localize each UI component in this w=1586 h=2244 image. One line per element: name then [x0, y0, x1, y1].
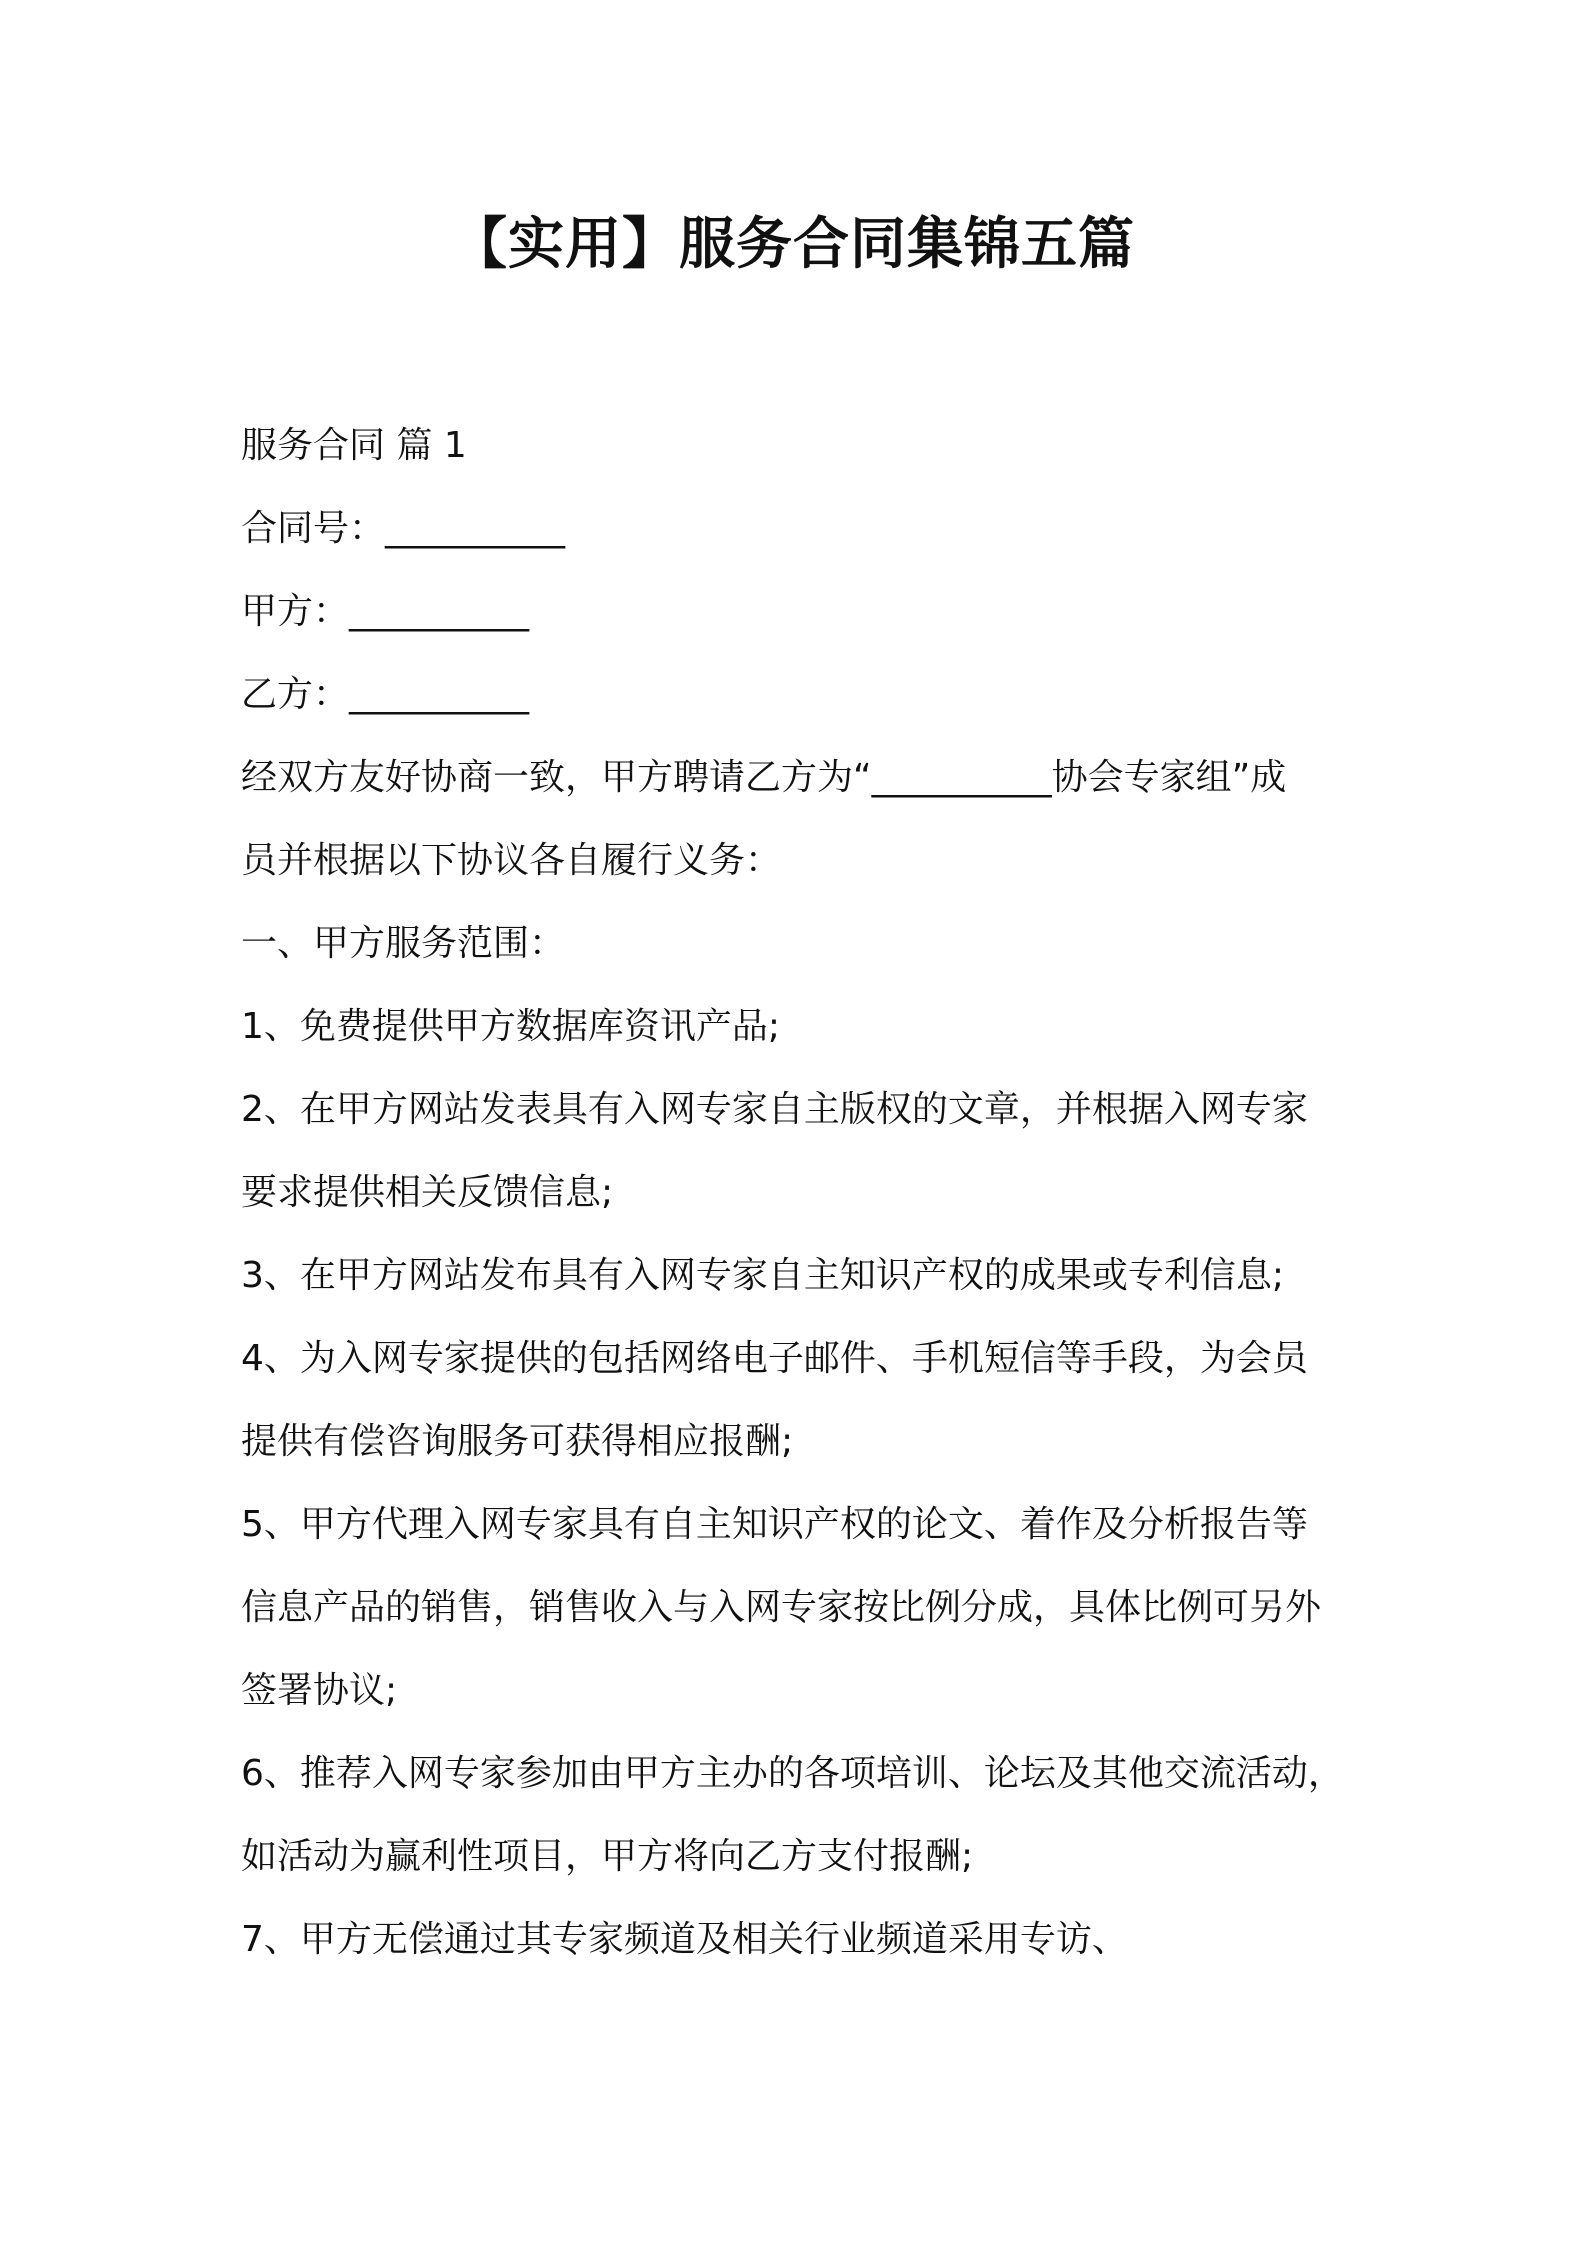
clause-item: 3、在甲方网站发布具有入网专家自主知识产权的成果或专利信息; — [241, 1255, 1285, 1296]
paragraph-line: 经双方友好协商一致，甲方聘请乙方为“__________协会专家组”成 — [241, 757, 1287, 798]
section-heading: 服务合同 篇 1 — [241, 425, 467, 466]
clause-heading: 一、甲方服务范围： — [241, 923, 566, 964]
clause-item: 1、免费提供甲方数据库资讯产品; — [241, 1006, 781, 1047]
paragraph-line: 员并根据以下协议各自履行义务： — [241, 840, 782, 881]
document-body — [241, 404, 1366, 1981]
contract-number-line: 合同号：__________ — [241, 508, 566, 549]
clause-item-continued: 如活动为赢利性项目，甲方将向乙方支付报酬; — [241, 1836, 974, 1877]
clause-item: 4、为入网专家提供的包括网络电子邮件、手机短信等手段，为会员 — [241, 1338, 1308, 1379]
party-a-line: 甲方：__________ — [241, 591, 530, 632]
clause-item-continued: 要求提供相关反馈信息; — [241, 1172, 614, 1213]
clause-item-continued: 签署协议; — [241, 1670, 398, 1711]
clause-item-continued: 信息产品的销售，销售收入与入网专家按比例分成，具体比例可另外 — [241, 1587, 1322, 1628]
party-b-line: 乙方：__________ — [241, 674, 530, 715]
clause-item: 5、甲方代理入网专家具有自主知识产权的论文、着作及分析报告等 — [241, 1504, 1308, 1545]
document-title: 【实用】服务合同集锦五篇 — [451, 212, 1135, 277]
clause-item: 6、推荐入网专家参加由甲方主办的各项培训、论坛及其他交流活动， — [241, 1753, 1344, 1794]
clause-item-continued: 提供有偿咨询服务可获得相应报酬; — [241, 1421, 794, 1462]
clause-item: 2、在甲方网站发表具有入网专家自主版权的文章，并根据入网专家 — [241, 1089, 1308, 1130]
clause-item: 7、甲方无偿通过其专家频道及相关行业频道采用专访、 — [241, 1919, 1128, 1960]
